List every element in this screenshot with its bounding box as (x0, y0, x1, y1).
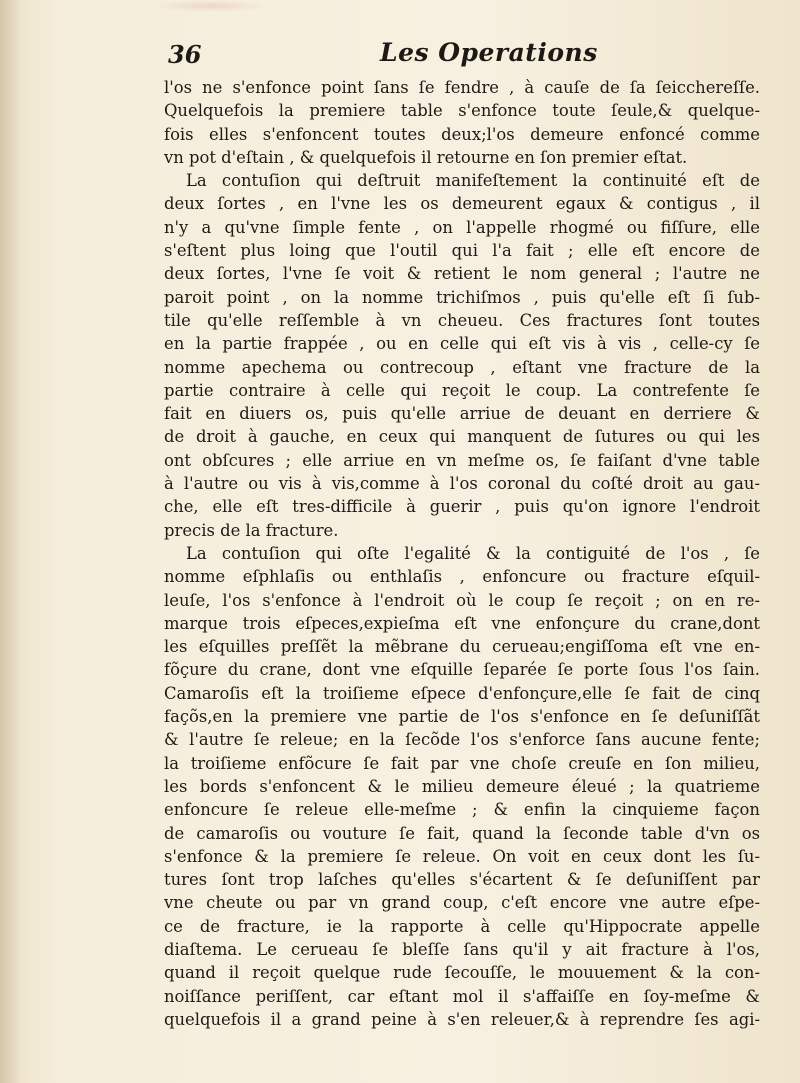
text-line: nomme eſphlaſis ou enthlaſis , enfoncure ou fracture eſquil- (164, 567, 760, 587)
text-line: che, elle eſt tres-difficile à guerir , puis qu'on ignore l'endroit (164, 497, 760, 517)
running-title: Les Operations (380, 38, 598, 67)
text-line: vne cheute ou par vn grand coup, c'eſt encore vne autre eſpe- (164, 893, 760, 913)
text-line: les eſquilles preſſẽt la mẽbrane du cerueau;engiſſoma eſt vne en- (164, 637, 760, 657)
text-line: nomme apechema ou contrecoup , eſtant vne fracture de la (164, 357, 760, 377)
text-line: tures ſont trop laſches qu'elles s'écartent & ſe deſuniſſent par (164, 870, 760, 890)
text-line: façõs,en la premiere vne partie de l'os s'enfonce en ſe deſuniſſãt (164, 707, 760, 727)
text-line: La contuſion qui deſtruit manifeſtement la continuité eſt de (186, 171, 760, 191)
text-line: la troiſieme enfõcure ſe fait par vne choſe creuſe en ſon milieu, (164, 753, 760, 773)
text-line: Quelquefois la premiere table s'enfonce toute ſeule,& quelque- (164, 101, 760, 121)
text-line: de droit à gauche, en ceux qui manquent de ſutures ou qui les (164, 427, 760, 447)
text-line: de camaroſis ou vouture ſe fait, quand la ſeconde table d'vn os (164, 823, 760, 843)
text-line: fõçure du crane, dont vne eſquille ſeparée ſe porte ſous l'os ſain. (164, 660, 760, 680)
text-line: quelquefois il a grand peine à s'en releuer,& à reprendre ſes agi- (164, 1009, 760, 1029)
text-line: s'enfonce & la premiere ſe releue. On voit en ceux dont les ſu- (164, 846, 760, 866)
text-line: fois elles s'enfoncent toutes deux;l'os demeure enfoncé comme (164, 124, 760, 144)
text-line: quand il reçoit quelque rude ſecouſſe, le mouuement & la con- (164, 963, 760, 983)
text-line: en la partie frappée , ou en celle qui eſt vis à vis , celle-cy ſe (164, 334, 760, 354)
text-line: à l'autre ou vis à vis,comme à l'os coronal du coſté droit au gau- (164, 474, 760, 494)
text-line: l'os ne s'enfonce point ſans ſe fendre , à cauſe de ſa ſeicchereſſe. (164, 78, 760, 97)
page-header (168, 36, 768, 70)
text-line: marque trois eſpeces,expieſma eſt vne enfonçure du crane,dont (164, 613, 760, 633)
text-line: ce de fracture, ie la rapporte à celle qu'Hippocrate appelle (164, 916, 760, 936)
text-line: les bords s'enfoncent & le milieu demeure éleué ; la quatrieme (164, 776, 760, 796)
text-line: Camaroſis eſt la troiſieme eſpece d'enfonçure,elle ſe fait de cinq (164, 683, 760, 703)
text-line: tile qu'elle reſſemble à vn cheueu. Ces fractures ſont toutes (164, 310, 760, 330)
text-line: leuſe, l'os s'enfonce à l'endroit où le coup ſe reçoit ; on en re- (164, 590, 760, 610)
text-line: paroit point , on la nomme trichiſmos , puis qu'elle eſt ſi ſub- (164, 287, 760, 307)
text-line: fait en diuers os, puis qu'elle arriue de deuant en derriere & (164, 404, 760, 424)
text-line: s'eſtent plus loing que l'outil qui l'a fait ; elle eſt encore de (164, 241, 760, 261)
text-line: & l'autre ſe releue; en la ſecõde l'os s'enforce ſans aucune fente; (164, 730, 760, 750)
text-line: noiſſance periſſent, car eſtant mol il s'affaiſſe en ſoy-meſme & (164, 986, 760, 1006)
text-line: n'y a qu'vne ſimple fente , on l'appelle rhogmé ou fiſſure, elle (164, 217, 760, 237)
body-text (164, 76, 760, 1031)
text-line: partie contraire à celle qui reçoit le coup. La contrefente ſe (164, 380, 760, 400)
text-line: deux ſortes , en l'vne les os demeurent egaux & contigus , il (164, 194, 760, 214)
text-line: deux ſortes, l'vne ſe voit & retient le nom general ; l'autre ne (164, 264, 760, 284)
ink-stain (150, 0, 270, 12)
text-line: La contuſion qui oſte l'egalité & la contiguité de l'os , ſe (186, 543, 760, 563)
text-line: precis de la fracture. (164, 520, 339, 540)
page-fold-shadow (0, 0, 22, 1083)
text-line: enfoncure ſe releue elle-meſme ; & enfin la cinquieme façon (164, 800, 760, 820)
page-number: 36 (168, 40, 202, 69)
text-line: diaſtema. Le cerueau ſe bleſſe ſans qu'il y ait fracture à l'os, (164, 939, 760, 959)
text-line: ont obſcures ; elle arriue en vn meſme os, ſe faiſant d'vne table (164, 450, 760, 470)
text-line: vn pot d'eſtain , & quelquefois il retourne en ſon premier eſtat. (164, 147, 688, 167)
